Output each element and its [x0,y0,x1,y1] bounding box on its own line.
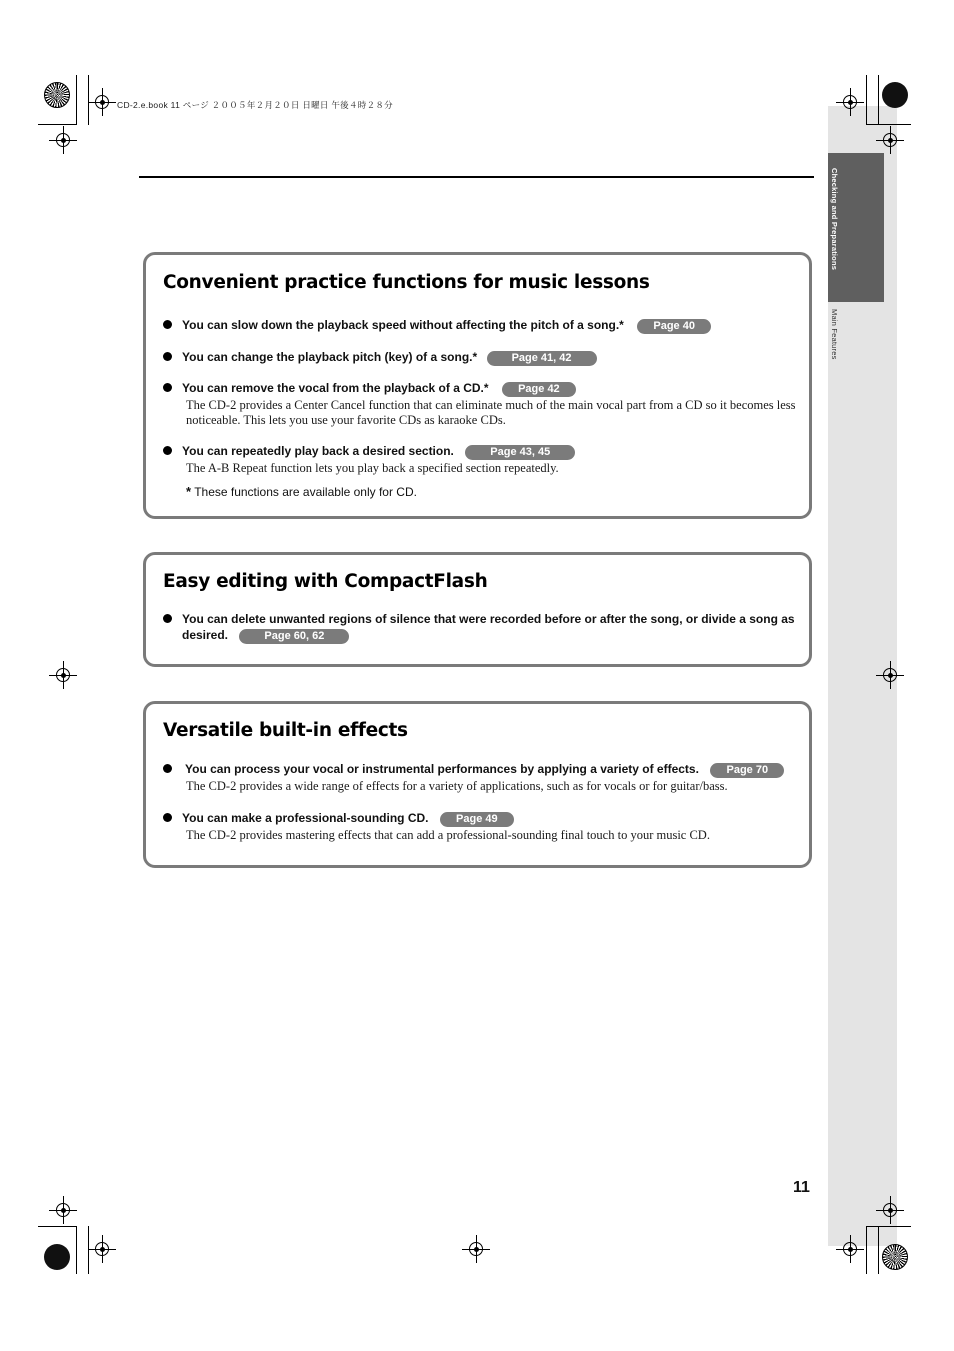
bullet-icon [163,764,172,773]
bullet-icon [163,320,172,329]
registration-sunburst-icon [44,82,70,108]
page-ref-badge[interactable]: Page 43, 45 [465,445,575,460]
registration-crosshair-icon [843,1242,857,1256]
section-practice-functions [143,252,812,519]
registration-dot-icon [44,1244,70,1270]
section-title: Versatile built-in effects [163,720,408,741]
feature-heading: You can delete unwanted regions of silence that were recorded before or after the song, or divide a song as desired. Page 60, 62 [182,612,795,642]
bullet-icon [163,383,172,392]
section-title: Convenient practice functions for music lessons [163,272,650,293]
side-tab-subsection-label: Main Features [830,309,839,360]
feature-heading: You can make a professional-sounding CD. Page 49 [182,811,514,827]
registration-crosshair-icon [95,95,109,109]
bullet-icon [163,352,172,361]
bullet-icon [163,614,172,623]
bullet-icon [163,446,172,455]
side-tab-section-label: Checking and Preparations [830,168,839,271]
feature-description: The CD-2 provides a wide range of effects for a variety of applications, such as for vocals or for guitar/bass. [186,779,728,793]
section-title: Easy editing with CompactFlash [163,571,488,592]
page-ref-badge[interactable]: Page 60, 62 [239,629,349,644]
registration-crosshair-icon [883,1203,897,1217]
feature-description: The CD-2 provides a Center Cancel function that can eliminate much of the main vocal part from a CD so it becomes less noticeable. This lets you use your favorite CDs as karaoke CDs. [186,398,796,427]
bullet-icon [163,813,172,822]
footnote: * These functions are available only for CD. [186,484,417,499]
page-ref-badge[interactable]: Page 41, 42 [487,351,597,366]
feature-heading: You can process your vocal or instrumental performances by applying a variety of effects. Page 70 [185,762,784,778]
print-header: CD-2.e.book 11 ページ ２００５年２月２０日 日曜日 午後４時２８分 [117,100,393,110]
registration-crosshair-icon [883,668,897,682]
page-ref-badge[interactable]: Page 42 [502,382,576,397]
section-compactflash-editing [143,552,812,667]
registration-crosshair-icon [56,133,70,147]
page-ref-badge[interactable]: Page 40 [637,319,711,334]
registration-crosshair-icon [469,1242,483,1256]
page-ref-badge[interactable]: Page 49 [440,812,514,827]
feature-heading: You can remove the vocal from the playback of a CD.* Page 42 [182,381,576,397]
page-ref-badge[interactable]: Page 70 [710,763,784,778]
feature-heading: You can slow down the playback speed without affecting the pitch of a song.* Page 40 [182,318,711,334]
registration-crosshair-icon [56,668,70,682]
feature-heading: You can repeatedly play back a desired section. Page 43, 45 [182,444,575,460]
registration-crosshair-icon [883,133,897,147]
registration-crosshair-icon [843,95,857,109]
registration-crosshair-icon [56,1203,70,1217]
section-built-in-effects [143,701,812,868]
registration-sunburst-icon [882,1244,908,1270]
feature-description: The A-B Repeat function lets you play back a specified section repeatedly. [186,461,559,475]
page-number: 11 [793,1179,810,1196]
feature-description: The CD-2 provides mastering effects that can add a professional-sounding final touch to your music CD. [186,828,710,842]
footnote-mark: * [186,484,192,499]
feature-heading: You can change the playback pitch (key) of a song.* Page 41, 42 [182,350,597,366]
registration-crosshair-icon [95,1242,109,1256]
top-rule [139,176,814,178]
registration-dot-icon [882,82,908,108]
